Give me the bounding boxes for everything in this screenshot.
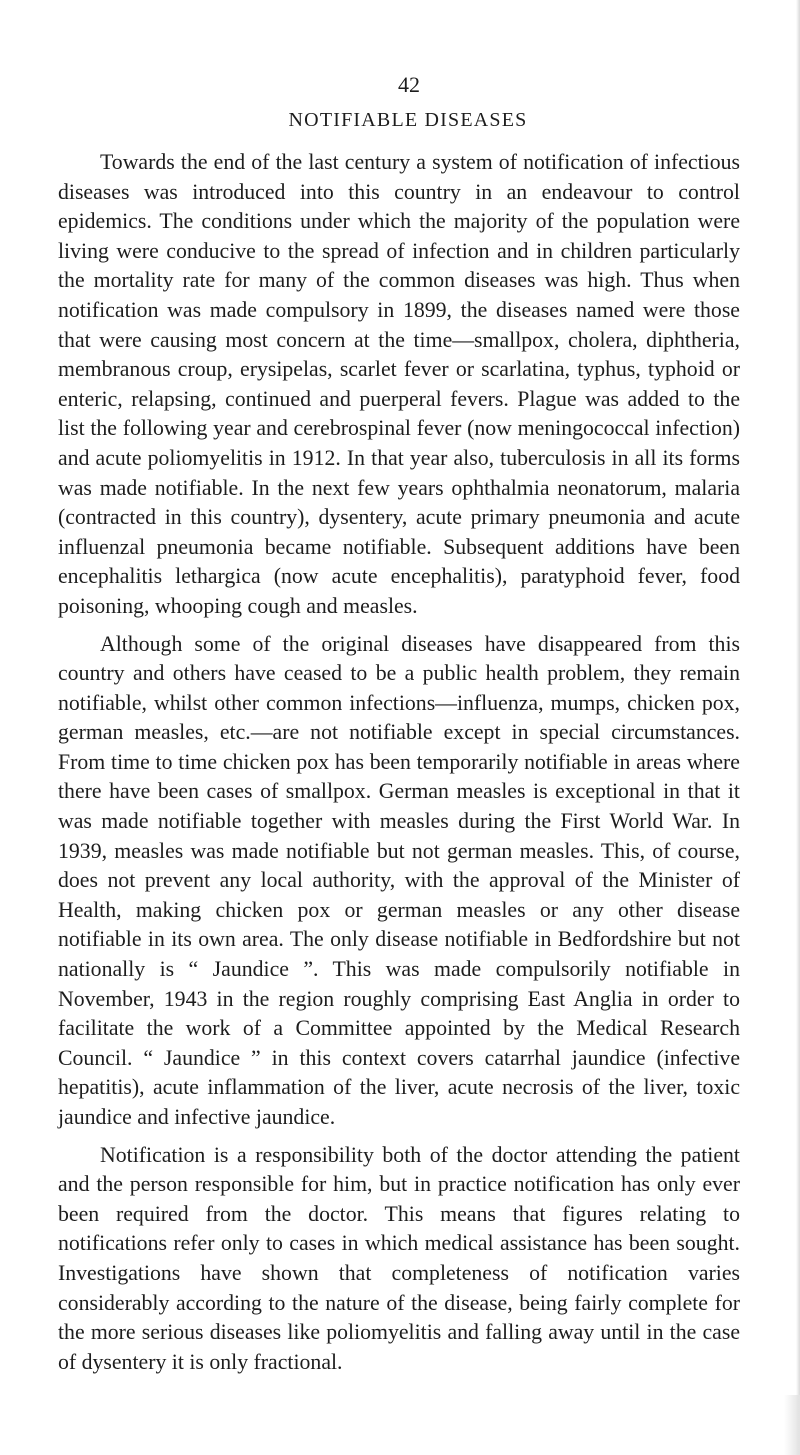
paragraph-current-status: Although some of the original diseases have disappeared from this country and others have ceased to be a public health problem, they remain notifiable, whilst other common infections—influenza, mumps, chicken pox, german measles, etc.—are not notifiable except in special circumstances. From time to time chicken pox has been temporarily notifiable in areas where there have been cases of smallpox. German measles is exceptional in that it was made notifiable together with measles during the First World War. In 1939, measles was made notifiable but not german measles. This, of course, does not prevent any local authority, with the approval of the Minister of Health, making chicken pox or german measles or any other disease notifiable in its own area. The only disease notifiable in Bedfordshire but not nationally is “ Jaundice ”. This was made compulsorily notifiable in November, 1943 in the region roughly comprising East Anglia in order to facilitate the work of a Committee appointed by the Medical Research Council. “ Jaundice ” in this context covers catarrhal jaundice (infective hepatitis), acute inflammation of the liver, acute necrosis of the liver, toxic jaundice and infective jaundice. — [58, 631, 740, 1129]
page-title: NOTIFIABLE DISEASES — [288, 109, 528, 131]
page-edge-shadow — [796, 0, 800, 1455]
paragraph-responsibility: Notification is a responsibility both of the doctor attending the patient and the person responsible for him, but in practice notification has only ever been required from the doctor. This means that figures relating to notifications refer only to cases in which medical assistance has been sought. Investigations have shown that completeness of notification varies considerably according to the nature of the disease, being fairly complete for the more serious diseases like poliomyelitis and falling away until in the case of dysentery it is only fractional. — [58, 1142, 740, 1374]
page-corner-shadow — [784, 1395, 800, 1455]
paragraph-history: Towards the end of the last century a system of notification of infectious diseases was introduced into this country in an endeavour to control epidemics. The conditions under which the majority of the population were living were conducive to the spread of infection and in children particularly the mortality rate for many of the common diseases was high. Thus when notification was made compulsory in 1899, the diseases named were those that were causing most concern at the time—smallpox, cholera, diphtheria, membranous croup, erysipelas, scarlet fever or scarlatina, typhus, typhoid or enteric, relapsing, continued and puerperal fevers. Plague was added to the list the following year and cerebrospinal fever (now meningococcal infection) and acute poliomyelitis in 1912. In that year also, tuberculosis in all its forms was made notifiable. In the next few years ophthalmia neonatorum, malaria (contracted in this country), dysentery, acute primary pneumonia and acute influenzal pneumonia became notifiable. Subsequent additions have been encephalitis lethargica (now acute encephalitis), paratyphoid fever, food poisoning, whooping cough and measles. — [58, 150, 740, 618]
page-number: 42 — [398, 72, 420, 97]
